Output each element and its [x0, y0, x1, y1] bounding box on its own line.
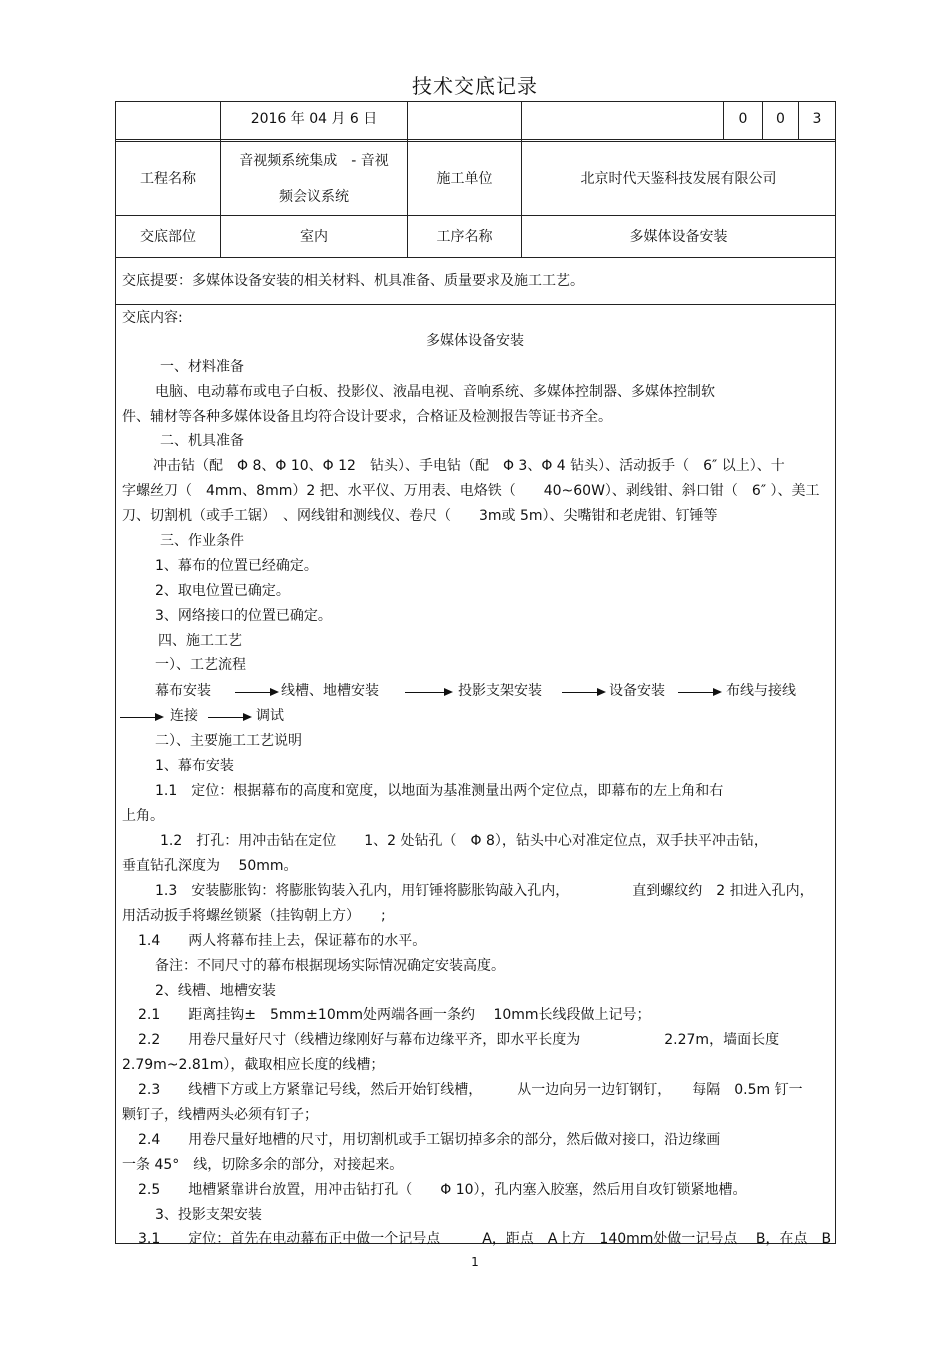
content-line: 1、幕布的位置已经确定。 [155, 558, 318, 574]
record-number-digit: 0 [776, 111, 785, 127]
content-line: 3.1 定位：首先在电动幕布正中做一个记号点 A，距点 A上方 140mm处做一记号点 B，在点 B [138, 1231, 832, 1247]
content-line: 2.5 地槽紧靠讲台放置，用冲击钻打孔（ Φ 10），孔内塞入胶塞，然后用自攻钉锁紧地槽。 [138, 1182, 747, 1198]
flow-arrow [235, 692, 277, 693]
content-line: 四、施工工艺 [158, 633, 242, 649]
content-line: 2、线槽、地槽安装 [155, 983, 276, 999]
flow-step: 调试 [256, 708, 284, 724]
content-line: 用活动扳手将螺丝锁紧（挂钩朝上方） ; [122, 908, 386, 924]
content-line: 2.3 线槽下方或上方紧靠记号线，然后开始钉线槽， 从一边向另一边钉钢钉， 每隔 0.5m 钉一 [138, 1082, 803, 1098]
table-rule [115, 139, 836, 140]
project-name-value [221, 142, 407, 215]
content-line: 字螺丝刀（ 4mm、8mm）2 把、水平仪、万用表、电烙铁（ 40~60W）、剥线钳、斜口钳（ 6″ ）、美工 [122, 483, 820, 499]
content-line: 一）、工艺流程 [155, 657, 246, 673]
content-line: 2.1 距离挂钩± 5mm±10mm处两端各画一条约 10mm长线段做上记号； [138, 1007, 651, 1023]
date-cell: 2016 年 04 月 6 日 [250, 111, 378, 127]
content-line: 刀、切割机（或手工锯） 、网线钳和测线仪、卷尺（ 3m或 5m）、尖嘴钳和老虎钳、钉锤等 [122, 508, 718, 524]
project-name-label: 工程名称 [140, 170, 196, 187]
content-line: 冲击钻（配 Φ 8、Φ 10、Φ 12 钻头）、手电钻（配 Φ 3、Φ 4 钻头）、活动扳手（ 6″ 以上）、十 [153, 458, 785, 474]
contractor-value: 北京时代天鉴科技发展有限公司 [580, 170, 777, 187]
content-line: 1.3 安装膨胀钩：将膨胀钩装入孔内，用钉锤将膨胀钩敲入孔内， 直到螺纹约 2 扣进入孔内， [155, 883, 814, 899]
content-line: 电脑、电动幕布或电子白板、投影仪、液晶电视、音响系统、多媒体控制器、多媒体控制软 [155, 384, 715, 400]
content-line: 二）、主要施工工艺说明 [155, 733, 302, 749]
content-line: 一、材料准备 [160, 359, 244, 375]
content-line: 一条 45° 线，切除多余的部分，对接起来。 [122, 1157, 404, 1173]
content-line: 二、机具准备 [160, 433, 244, 449]
record-number-digit: 3 [812, 111, 822, 127]
record-number-digit: 0 [738, 111, 748, 127]
content-line: 2.4 用卷尺量好地槽的尺寸，用切割机或手工锯切掉多余的部分，然后做对接口，沿边缘画 [138, 1132, 721, 1148]
content-line: 备注：不同尺寸的幕布根据现场实际情况确定安装高度。 [155, 958, 505, 974]
content-line: 三、作业条件 [160, 533, 244, 549]
process-value: 多媒体设备安装 [629, 228, 728, 245]
table-border-right [835, 101, 836, 1243]
content-line: 1.2 打孔：用冲击钻在定位 1、2 处钻孔（ Φ 8），钻头中心对准定位点，双手扶平冲击钻， [160, 833, 768, 849]
content-line: 3、投影支架安装 [155, 1207, 262, 1223]
flow-step: 布线与接线 [726, 683, 796, 699]
flow-arrow [405, 692, 451, 693]
content-line: 1.4 两人将幕布挂上去，保证幕布的水平。 [138, 933, 427, 949]
content-line: 1、幕布安装 [155, 758, 234, 774]
flow-arrow [208, 717, 250, 718]
table-rule [115, 257, 836, 258]
flow-step: 投影支架安装 [458, 683, 542, 699]
content-line: 2、取电位置已确定。 [155, 583, 290, 599]
content-line: 2.79m~2.81m），截取相应长度的线槽； [122, 1057, 385, 1073]
flow-step: 连接 [170, 708, 198, 724]
flow-arrow [120, 717, 162, 718]
content-line: 2.2 用卷尺量好尺寸（线槽边缘刚好与幕布边缘平齐，即水平长度为 2.27m，墙面长度 [138, 1032, 780, 1048]
content-label: 交底内容: [122, 310, 183, 326]
flow-step: 设备安装 [609, 683, 665, 699]
content-title: 多媒体设备安装 [426, 333, 524, 349]
content-line: 颗钉子，线槽两头必须有钉子； [122, 1107, 318, 1123]
table-border-left [115, 101, 116, 1243]
process-label: 工序名称 [436, 228, 493, 245]
flow-step: 幕布安装 [155, 683, 211, 699]
flow-arrow [678, 692, 720, 693]
contractor-label: 施工单位 [436, 170, 493, 187]
project-name-line-1: 音视频系统集成 - 音视 [239, 152, 389, 169]
table-rule [115, 304, 836, 305]
summary-text: 交底提要：多媒体设备安装的相关材料、机具准备、质量要求及施工工艺。 [122, 273, 584, 289]
part-value: 室内 [300, 228, 328, 245]
project-name-line-2: 频会议系统 [279, 188, 349, 205]
document-title: 技术交底记录 [412, 74, 538, 98]
content-line: 垂直钻孔深度为 50mm。 [122, 858, 298, 874]
part-label: 交底部位 [140, 228, 196, 245]
content-line: 上角。 [122, 808, 164, 824]
flow-arrow [562, 692, 604, 693]
flow-step: 线槽、地槽安装 [281, 683, 379, 699]
content-line: 1.1 定位：根据幕布的高度和宽度，以地面为基准测量出两个定位点，即幕布的左上角和右 [155, 783, 724, 799]
content-line: 件、辅材等各种多媒体设备且均符合设计要求，合格证及检测报告等证书齐全。 [122, 409, 612, 425]
content-line: 3、网络接口的位置已确定。 [155, 608, 332, 624]
page-number: 1 [471, 1255, 479, 1269]
